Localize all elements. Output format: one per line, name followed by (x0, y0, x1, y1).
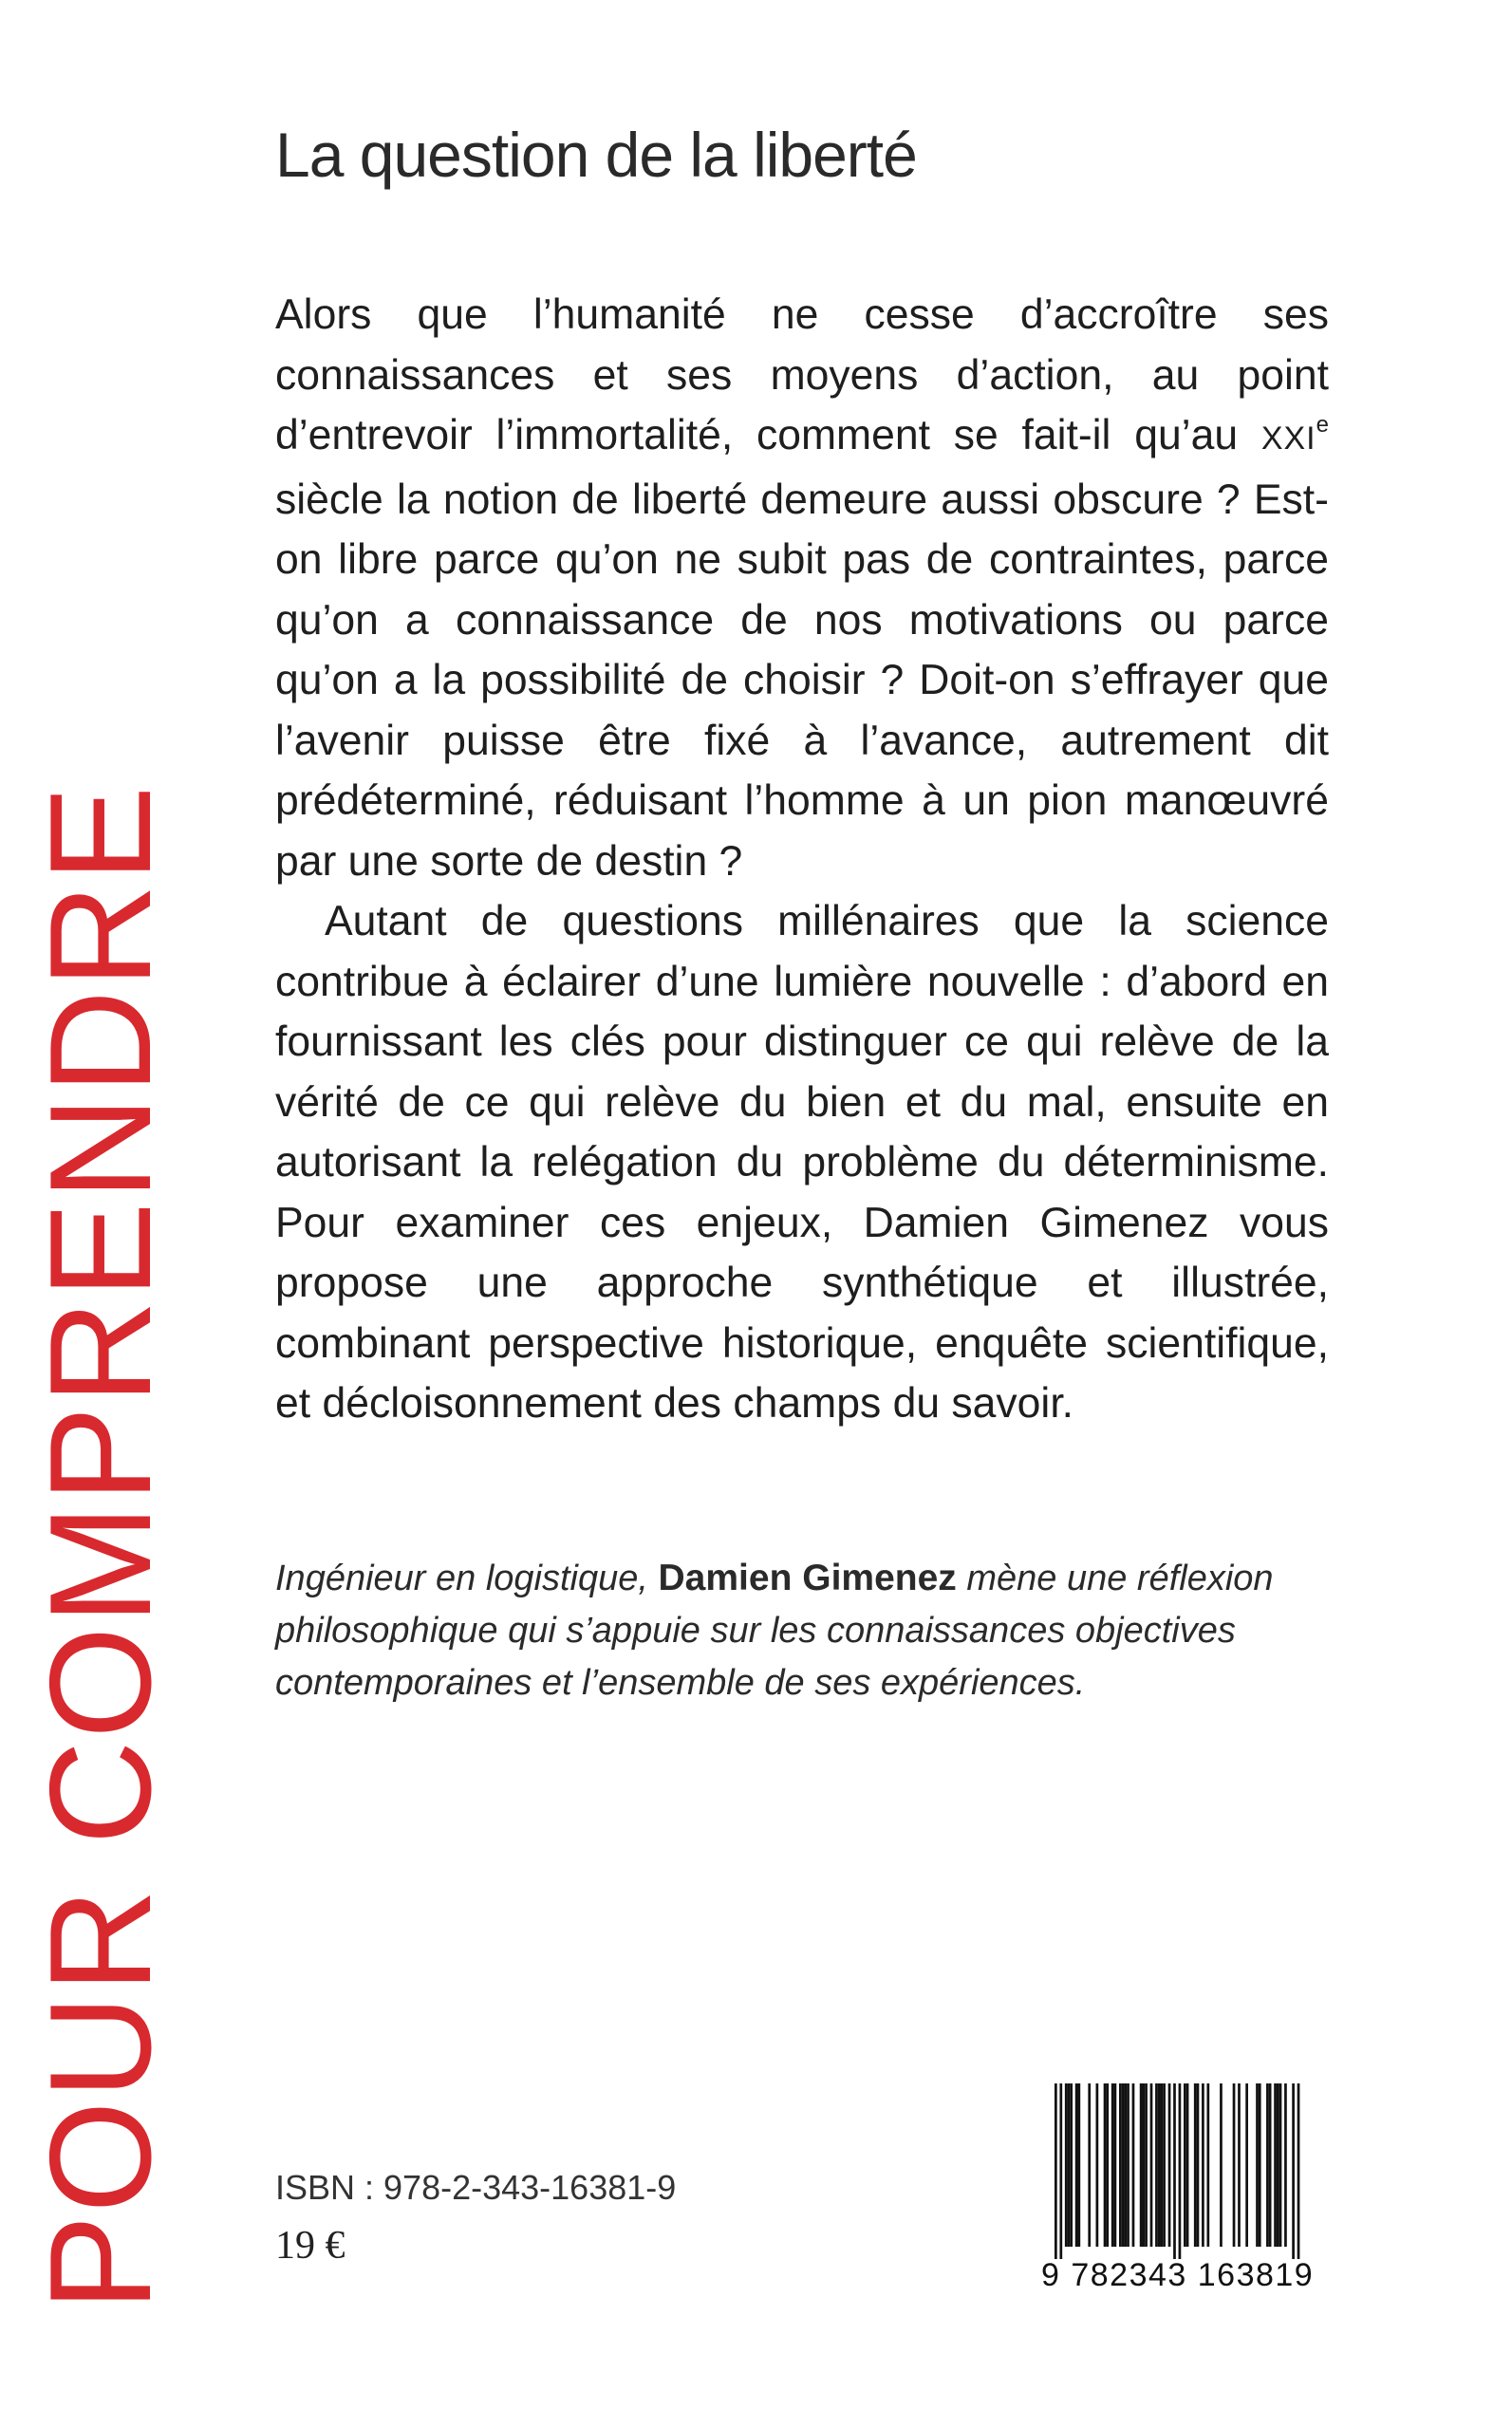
barcode-bar (1059, 2083, 1062, 2259)
barcode-bar (1259, 2083, 1261, 2247)
summary-paragraph-1-end: siècle la notion de liberté demeure aussi obscure ? Est-on libre parce qu’on ne subit pas de contraintes, parce qu’on a connaissance de nos motivations ou parce qu’on a la possibilité de choisir ? Doit-on s’effrayer que l’avenir puisse être fixé à l’avance, autrement dit prédéterminé, réduisant l’homme à un pion manœuvré par une sorte de destin ? (275, 476, 1329, 885)
barcode-bars (1041, 2083, 1311, 2259)
barcode-bar (1055, 2083, 1057, 2259)
barcode-bar (1145, 2083, 1148, 2247)
barcode-bar (1269, 2083, 1272, 2247)
barcode-bar (1279, 2083, 1282, 2247)
barcode-bar (1179, 2083, 1182, 2259)
barcode-bar (1070, 2083, 1073, 2247)
barcode-bar (1065, 2083, 1068, 2247)
barcode-bar (1206, 2083, 1209, 2247)
barcode-bar (1194, 2083, 1197, 2247)
century-numeral: XXI (1260, 420, 1316, 457)
barcode-bar (1161, 2083, 1164, 2247)
barcode-bar (1124, 2083, 1127, 2247)
barcode-bar (1075, 2083, 1078, 2247)
barcode-bar (1277, 2083, 1279, 2247)
barcode-bar (1140, 2083, 1143, 2247)
summary-paragraph-2: Autant de questions millénaires que la science contribue à éclairer d’une lumière nouvelle : d’abord en fournissant les clés pour distinguer ce qui relève de la vérité de ce qui relève du bien et du mal, ensuite en autorisant la relégation du problème du déterminisme. Pour examiner ces enjeux, Damien Gimenez vous propose une approche synthétique et illustrée, combinant perspective historique, enquête scientifique, et décloisonnement des champs du savoir. (275, 898, 1329, 1427)
isbn: ISBN : 978-2-343-16381-9 (275, 2168, 677, 2207)
barcode-bar (1155, 2083, 1158, 2247)
barcode-bar (1202, 2083, 1204, 2247)
century-superscript: e (1316, 412, 1329, 438)
barcode-bar (1233, 2083, 1236, 2247)
barcode-bar (1127, 2083, 1129, 2247)
barcode-bar (1297, 2083, 1300, 2259)
barcode-bar (1132, 2083, 1135, 2247)
collection-name: POUR COMPRENDRE (20, 783, 181, 2311)
book-title: La question de la liberté (275, 120, 917, 190)
barcode-bar (1122, 2083, 1125, 2247)
barcode-bar (1220, 2083, 1223, 2247)
barcode-bar (1158, 2083, 1161, 2247)
barcode-bar (1104, 2083, 1107, 2247)
author-bio (275, 1552, 1329, 1709)
barcode-bar (1096, 2083, 1099, 2247)
barcode-bar (1088, 2083, 1091, 2247)
barcode-bar (1292, 2083, 1295, 2259)
barcode-bar (1142, 2083, 1145, 2247)
barcode-bar (1245, 2083, 1248, 2247)
summary-paragraph-1 (275, 285, 1329, 891)
barcode-bar (1163, 2083, 1166, 2247)
author-bio-prefix: Ingénieur en logistique, (275, 1559, 659, 1598)
barcode-digits: 9 782343 163819 (1041, 2257, 1315, 2293)
barcode-bar (1186, 2083, 1189, 2247)
barcode-bar (1119, 2083, 1122, 2247)
barcode-bar (1256, 2083, 1259, 2247)
barcode-bar (1184, 2083, 1186, 2247)
price: 19 € (275, 2224, 345, 2268)
barcode-bar (1197, 2083, 1200, 2247)
author-name: Damien Gimenez (658, 1558, 957, 1598)
barcode-bar (1111, 2083, 1114, 2247)
barcode-bar (1150, 2083, 1153, 2247)
barcode-bar (1173, 2083, 1176, 2259)
barcode-bar (1068, 2083, 1071, 2247)
barcode-bar (1114, 2083, 1117, 2247)
barcode-bar (1266, 2083, 1269, 2247)
barcode-bar (1274, 2083, 1277, 2247)
barcode-bar (1168, 2083, 1171, 2247)
barcode-bar (1106, 2083, 1109, 2247)
barcode-bar (1238, 2083, 1241, 2247)
author-bio-suffix: mène une réflexion philosophique qui s’appuie sur les connaissances objectives contemporaines et l’ensemble de ses expériences. (275, 1559, 1274, 1703)
summary-paragraph-1-start: Alors que l’humanité ne cesse d’accroître ses connaissances et ses moyens d’action, au point d’entrevoir l’immortalité, comment se fait-il qu’au (275, 291, 1329, 458)
summary (275, 285, 1329, 1434)
barcode-bar (1077, 2083, 1080, 2247)
barcode-bar (1284, 2083, 1287, 2247)
